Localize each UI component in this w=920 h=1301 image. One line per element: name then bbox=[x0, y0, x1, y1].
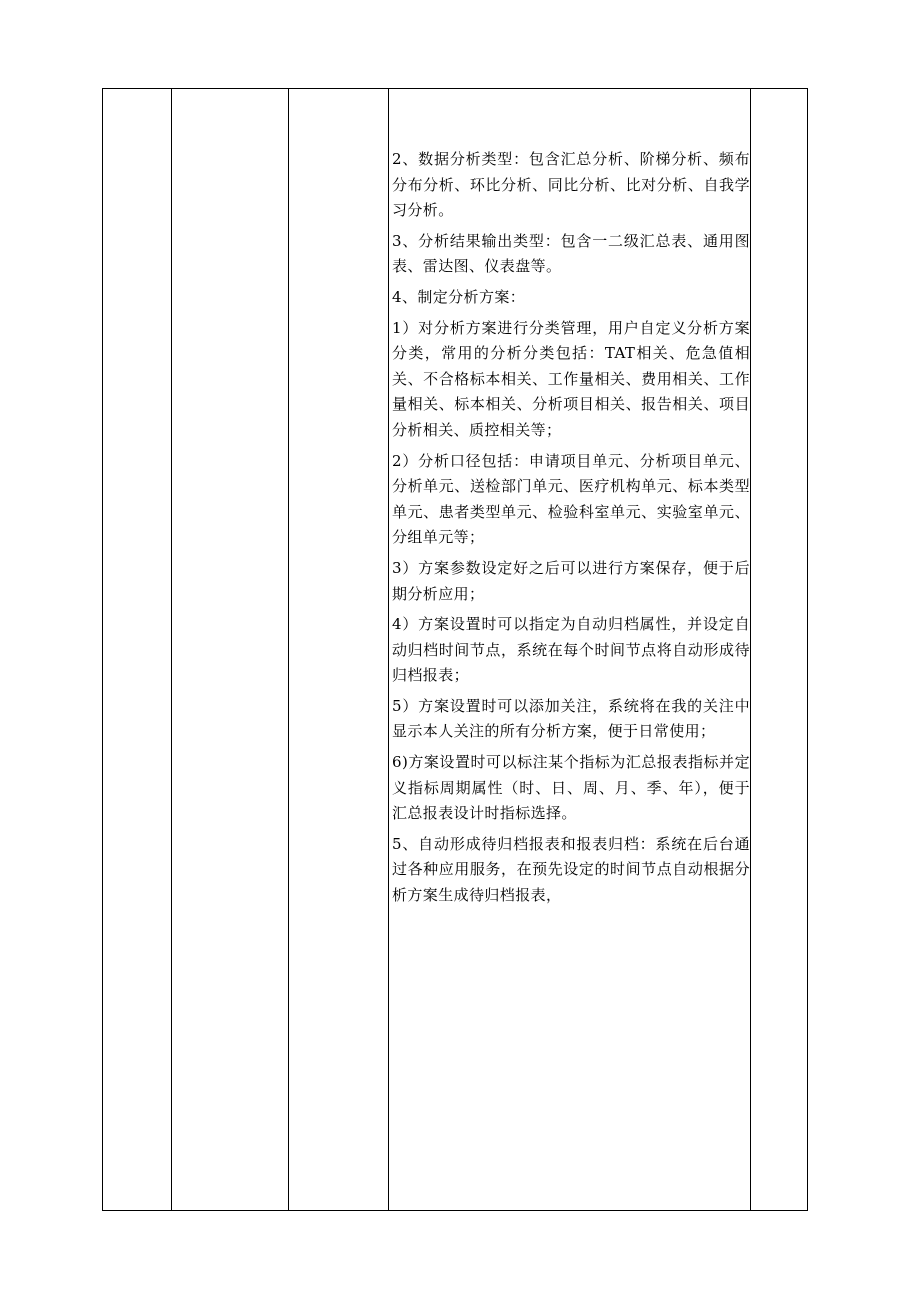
table-cell-5 bbox=[751, 89, 808, 1211]
table-row bbox=[103, 89, 808, 1211]
paragraph-data-analysis-types: 2、数据分析类型：包含汇总分析、阶梯分析、频布分布分析、环比分析、同比分析、比对分析、自我学习分析。 bbox=[392, 150, 750, 220]
paragraph-auto-report: 5、自动形成待归档报表和报表归档：系统在后台通过各种应用服务，在预先设定的时间节点自动根据分析方案生成待归档报表， bbox=[392, 834, 750, 905]
paragraph-auto-archive: 4）方案设置时可以指定为自动归档属性，并设定自动归档时间节点，系统在每个时间节点将自动形成待归档报表； bbox=[392, 615, 750, 685]
requirement-text bbox=[389, 89, 750, 909]
requirements-table bbox=[102, 88, 808, 1211]
table-cell-1 bbox=[103, 89, 172, 1211]
paragraph-output-types: 3、分析结果输出类型：包含一二级汇总表、通用图表、雷达图、仪表盘等。 bbox=[392, 231, 750, 276]
paragraph-analysis-plan-heading: 4、制定分析方案： bbox=[392, 287, 526, 306]
paragraph-follow: 5）方案设置时可以添加关注，系统将在我的关注中显示本人关注的所有分析方案，便于日常使用； bbox=[392, 696, 750, 741]
table-cell-2 bbox=[172, 89, 289, 1211]
table-cell-3 bbox=[289, 89, 389, 1211]
table-cell-content bbox=[389, 89, 751, 1211]
paragraph-plan-save: 3）方案参数设定好之后可以进行方案保存，便于后期分析应用； bbox=[392, 558, 750, 603]
paragraph-analysis-scope: 2）分析口径包括：申请项目单元、分析项目单元、分析单元、送检部门单元、医疗机构单元、标本类型单元、患者类型单元、检验科室单元、实验室单元、分组单元等； bbox=[392, 451, 750, 547]
paragraph-summary-indicator: 6)方案设置时可以标注某个指标为汇总报表指标并定义指标周期属性（时、日、周、月、季、年），便于汇总报表设计时指标选择。 bbox=[392, 753, 750, 823]
paragraph-plan-classification: 1）对分析方案进行分类管理，用户自定义分析方案分类，常用的分析分类包括：TAT相关、危急值相关、不合格标本相关、工作量相关、费用相关、工作量相关、标本相关、分析项目相关、报告相关、项目分析相关、质控相关等； bbox=[392, 318, 750, 439]
